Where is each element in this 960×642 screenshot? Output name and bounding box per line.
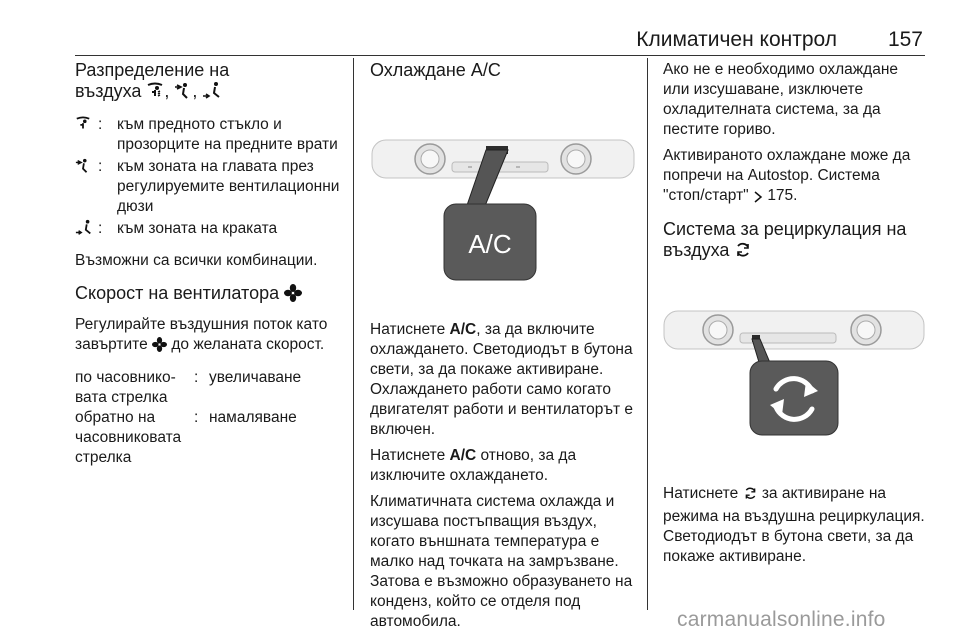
ac-heading: Охлаждане A/C <box>370 60 501 80</box>
head-vent-icon <box>75 157 95 181</box>
column-3-text <box>663 484 925 567</box>
foot-vent-icon <box>75 219 95 243</box>
page-title: Климатичен контрол <box>636 28 837 51</box>
column3-paragraph-1: Ако не е необходимо охлаждане или изсушаване, изключете охладителната система, за да пестите гориво. <box>663 61 899 138</box>
page-ref-arrow-icon <box>753 189 763 209</box>
windshield-defrost-icon <box>146 82 164 105</box>
ac-paragraph-2: Натиснете A/C отново, за да изключите охлаждането. <box>370 447 577 484</box>
header-rule <box>75 55 925 56</box>
column-1 <box>75 60 343 468</box>
def-row-windshield: : към предното стъкло и прозорците на предните врати <box>75 115 343 155</box>
fan-icon <box>152 337 167 358</box>
recirculation-icon <box>734 241 752 264</box>
ac-paragraph-3: Климатичната система охлажда и изсушава постъпващия въздух, когато външната температура е малко над точката на замръзване. Затова е възможно образуването на конденз, който се отделя под автомобила. <box>370 493 633 630</box>
column-divider-2 <box>647 58 648 610</box>
column3-paragraph-2: Активираното охлаждане може да попречи на Autostop. Система "стоп/старт" 175. <box>663 146 925 209</box>
recirculation-figure <box>660 305 928 445</box>
ac-paragraph-1: Натиснете A/C, за да включите охлаждането. Светодиодът в бутона свети, за да покаже активиране. Охлаждането работи само когато двигателят работи и вентилаторът е включен. <box>370 321 634 438</box>
def-text: към предното стъкло и прозорците на предните врати <box>117 116 338 153</box>
fan-direction-table <box>75 368 343 468</box>
column-2 <box>370 60 638 81</box>
def-text: към зоната на главата през регулируемите вентилационни дюзи <box>117 158 340 215</box>
air-distribution-heading: Разпределение на въздуха , , <box>75 60 343 105</box>
ac-figure <box>368 132 638 297</box>
def-row-head: : към зоната на главата през регулируемите вентилационни дюзи <box>75 157 343 217</box>
column-divider-1 <box>353 58 354 610</box>
def-text: към зоната на краката <box>117 220 278 237</box>
fan-speed-text: Регулирайте въздушния поток като завъртите до желаната скорост. <box>75 315 343 358</box>
windshield-defrost-icon <box>75 115 95 139</box>
page-header <box>75 28 925 52</box>
head-vent-icon <box>174 82 192 105</box>
fan-icon <box>284 284 302 307</box>
column-3 <box>663 60 925 264</box>
recirculation-paragraph: Натиснете за активиране на режима на въздушна рециркулация. Светодиодът в бутона свети, за да покаже активиране. <box>663 485 925 565</box>
page-number: 157 <box>887 28 923 51</box>
table-row: по часовнико-вата стрелка : увеличаване <box>75 369 302 406</box>
def-row-foot: : към зоната на краката <box>75 219 343 239</box>
ac-figure-label: A/C <box>468 229 512 259</box>
fan-speed-heading: Скорост на вентилатора <box>75 283 343 307</box>
recirculation-heading: Система за рециркулация на въздуха <box>663 219 925 264</box>
column-2-text <box>370 320 638 632</box>
foot-vent-icon <box>202 82 222 105</box>
combinations-text: Възможни са всички комбинации. <box>75 252 318 269</box>
watermark: carmanualsonline.info <box>677 608 886 631</box>
recirculation-icon <box>743 486 758 507</box>
table-row: обратно на часовниковата стрелка : намаляване <box>75 409 297 466</box>
